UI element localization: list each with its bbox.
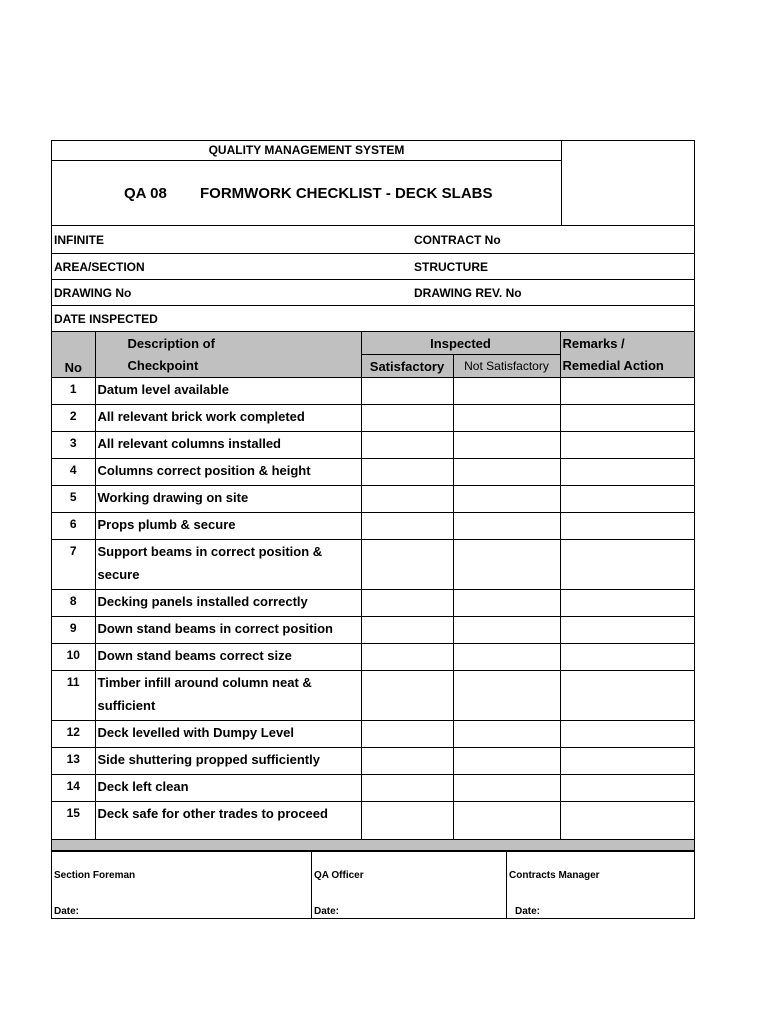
item-text: Side shuttering propped sufficiently [95,748,361,775]
table-row [52,721,694,748]
item-number: 11 [52,671,95,721]
satisfactory-cell[interactable] [361,721,453,748]
table-row [52,405,694,432]
signoff-foreman[interactable] [52,852,312,918]
form-title: FORMWORK CHECKLIST - DECK SLABS [200,184,493,202]
table-row [52,802,694,840]
table-row [52,617,694,644]
item-text: Deck left clean [95,775,361,802]
item-text: Down stand beams correct size [95,644,361,671]
satisfactory-cell[interactable] [361,432,453,459]
item-text: Datum level available [95,378,361,405]
item-text: Deck levelled with Dumpy Level [95,721,361,748]
item-number: 4 [52,459,95,486]
foreman-label: Section Foreman [54,870,136,881]
area-section-label: AREA/SECTION [54,259,145,274]
structure-label: STRUCTURE [414,259,488,274]
item-number: 14 [52,775,95,802]
contract-no-label: CONTRACT No [414,232,501,247]
remarks-cell[interactable] [560,459,694,486]
remarks-cell[interactable] [560,405,694,432]
table-row [52,644,694,671]
item-number: 9 [52,617,95,644]
qa-officer-date-label: Date: [314,906,340,917]
satisfactory-cell[interactable] [361,748,453,775]
logo-box [562,141,694,225]
table-header-row-1 [52,332,694,355]
not-satisfactory-cell[interactable] [453,748,560,775]
remarks-cell[interactable] [560,617,694,644]
drawing-rev-label: DRAWING REV. No [414,285,522,300]
table-row [52,486,694,513]
info-row-drawing [52,280,694,306]
remarks-cell[interactable] [560,775,694,802]
form-code: QA 08 [124,184,167,202]
signoff-section [52,851,694,918]
item-text: All relevant brick work completed [95,405,361,432]
item-number: 12 [52,721,95,748]
info-row-area [52,254,694,280]
item-text: Support beams in correct position & secure [95,540,361,590]
project-name: INFINITE [54,232,104,247]
satisfactory-cell[interactable] [361,644,453,671]
item-text: Decking panels installed correctly [95,590,361,617]
table-row [52,513,694,540]
item-number: 5 [52,486,95,513]
remarks-cell[interactable] [560,644,694,671]
remarks-cell[interactable] [560,671,694,721]
item-number: 2 [52,405,95,432]
form-header [52,141,694,226]
remarks-cell[interactable] [560,590,694,617]
column-header-remedial-action: Remedial Action [560,355,694,378]
table-header-row-2 [52,355,694,378]
not-satisfactory-cell[interactable] [453,802,560,840]
not-satisfactory-cell[interactable] [453,644,560,671]
item-text: Columns correct position & height [95,459,361,486]
table-row [52,432,694,459]
not-satisfactory-cell[interactable] [453,721,560,748]
satisfactory-cell[interactable] [361,459,453,486]
satisfactory-cell[interactable] [361,775,453,802]
remarks-cell[interactable] [560,432,694,459]
spacer-cell [52,840,694,851]
item-number: 13 [52,748,95,775]
not-satisfactory-cell[interactable] [453,617,560,644]
item-number: 10 [52,644,95,671]
remarks-cell[interactable] [560,513,694,540]
not-satisfactory-cell[interactable] [453,378,560,405]
satisfactory-cell[interactable] [361,617,453,644]
not-satisfactory-cell[interactable] [453,405,560,432]
signoff-qa-officer[interactable] [312,852,507,918]
table-spacer-row [52,840,694,851]
column-header-satisfactory: Satisfactory [361,355,453,378]
not-satisfactory-cell[interactable] [453,459,560,486]
remarks-cell[interactable] [560,486,694,513]
table-row [52,590,694,617]
satisfactory-cell[interactable] [361,378,453,405]
item-text: Deck safe for other trades to proceed [95,802,361,840]
item-text: Props plumb & secure [95,513,361,540]
satisfactory-cell[interactable] [361,671,453,721]
table-row [52,459,694,486]
table-row [52,671,694,721]
not-satisfactory-cell[interactable] [453,540,560,590]
contracts-manager-date-label: Date: [515,906,541,917]
qa-officer-label: QA Officer [314,870,364,881]
not-satisfactory-cell[interactable] [453,590,560,617]
item-text: All relevant columns installed [95,432,361,459]
info-row-project [52,226,694,254]
column-header-description: Description of [95,332,361,355]
remarks-cell[interactable] [560,802,694,840]
satisfactory-cell[interactable] [361,540,453,590]
column-header-remarks: Remarks / [560,332,694,355]
item-number: 8 [52,590,95,617]
satisfactory-cell[interactable] [361,486,453,513]
info-row-date [52,306,694,332]
table-row [52,378,694,405]
signoff-contracts-manager[interactable] [507,852,694,918]
item-number: 15 [52,802,95,840]
column-header-inspected: Inspected [361,332,560,355]
form-title-row [52,161,561,225]
remarks-cell[interactable] [560,378,694,405]
item-number: 3 [52,432,95,459]
remarks-cell[interactable] [560,540,694,590]
not-satisfactory-cell[interactable] [453,671,560,721]
not-satisfactory-cell[interactable] [453,513,560,540]
table-row [52,748,694,775]
item-number: 7 [52,540,95,590]
item-text: Down stand beams in correct position [95,617,361,644]
satisfactory-cell[interactable] [361,802,453,840]
item-number: 6 [52,513,95,540]
system-name: QUALITY MANAGEMENT SYSTEM [52,141,561,161]
checkpoint-table [52,332,694,851]
not-satisfactory-cell[interactable] [453,486,560,513]
checklist-form [51,140,695,919]
item-text: Timber infill around column neat & sufficient [95,671,361,721]
not-satisfactory-cell[interactable] [453,432,560,459]
foreman-date-label: Date: [54,906,80,917]
satisfactory-cell[interactable] [361,405,453,432]
table-row [52,540,694,590]
satisfactory-cell[interactable] [361,513,453,540]
column-header-no: No [52,332,95,378]
satisfactory-cell[interactable] [361,590,453,617]
remarks-cell[interactable] [560,721,694,748]
column-header-not-satisfactory: Not Satisfactory [453,355,560,378]
not-satisfactory-cell[interactable] [453,775,560,802]
remarks-cell[interactable] [560,748,694,775]
drawing-no-label: DRAWING No [54,285,132,300]
column-header-checkpoint: Checkpoint [95,355,361,378]
contracts-manager-label: Contracts Manager [509,870,600,881]
table-row [52,775,694,802]
item-text: Working drawing on site [95,486,361,513]
item-number: 1 [52,378,95,405]
header-title-block [52,141,562,225]
date-inspected-label: DATE INSPECTED [54,311,158,326]
